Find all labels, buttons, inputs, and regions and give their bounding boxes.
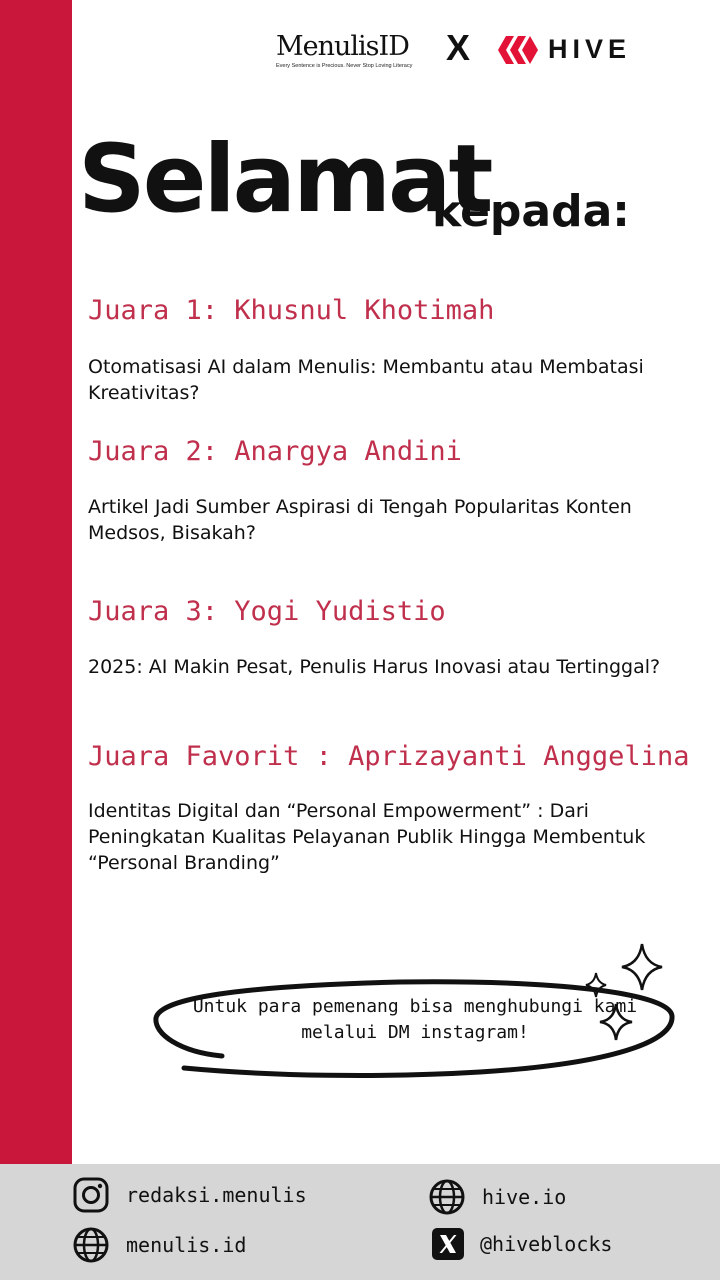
winner-3-heading: Juara 3: Yogi Yudistio [88, 596, 446, 627]
contact-footer [0, 1164, 720, 1280]
winner-2-title: Artikel Jadi Sumber Aspirasi di Tengah Popularitas Konten Medsos, Bisakah? [88, 496, 632, 544]
collaboration-separator: X [446, 27, 471, 68]
x-contact [432, 1228, 612, 1260]
sparkle-icon [620, 942, 664, 992]
globe-icon [428, 1178, 466, 1216]
sparkle-small-icon [585, 972, 607, 998]
hive-site-contact [428, 1178, 566, 1216]
instagram-contact [72, 1176, 307, 1214]
website-contact [72, 1226, 246, 1264]
menulisid-logo-name: MenulisID [276, 31, 409, 62]
x-handle[interactable]: @hiveblocks [480, 1232, 613, 1256]
winner-3-title: 2025: AI Makin Pesat, Penulis Harus Inovasi atau Tertinggal? [88, 656, 661, 678]
winner-favorite-heading: Juara Favorit : Aprizayanti Anggelina [88, 741, 690, 772]
globe-icon [72, 1226, 110, 1264]
hive-site-link[interactable]: hive.io [482, 1185, 567, 1209]
winner-2-heading: Juara 2: Anargya Andini [88, 436, 462, 467]
contact-note-text: Untuk para pemenang bisa menghubungi kami melalui DM instagram! [192, 996, 638, 1043]
winner-favorite-title: Identitas Digital dan “Personal Empowerment” : Dari Peningkatan Kualitas Pelayanan Publik Hingga Membentuk “Personal Branding” [88, 800, 646, 874]
header-logos [276, 28, 696, 78]
menulisid-logo [276, 32, 412, 69]
page-title: Selamat [78, 125, 491, 234]
winner-1-heading: Juara 1: Khusnul Khotimah [88, 295, 495, 326]
page-subtitle: kepada: [432, 186, 630, 237]
x-logo-icon [432, 1228, 464, 1260]
website-link[interactable]: menulis.id [126, 1233, 247, 1257]
hive-mark-icon [498, 36, 538, 64]
sparkle-medium-icon [598, 1002, 634, 1042]
winner-1-title: Otomatisasi AI dalam Menulis: Membantu atau Membatasi Kreativitas? [88, 356, 644, 404]
hive-logo [498, 34, 631, 65]
instagram-handle[interactable]: redaksi.menulis [126, 1183, 307, 1207]
left-accent-bar [0, 0, 72, 1164]
menulisid-logo-tagline: Every Sentence is Precious. Never Stop Loving Literacy [276, 63, 413, 69]
hive-logo-name: HIVE [548, 34, 632, 64]
instagram-icon [72, 1176, 110, 1214]
